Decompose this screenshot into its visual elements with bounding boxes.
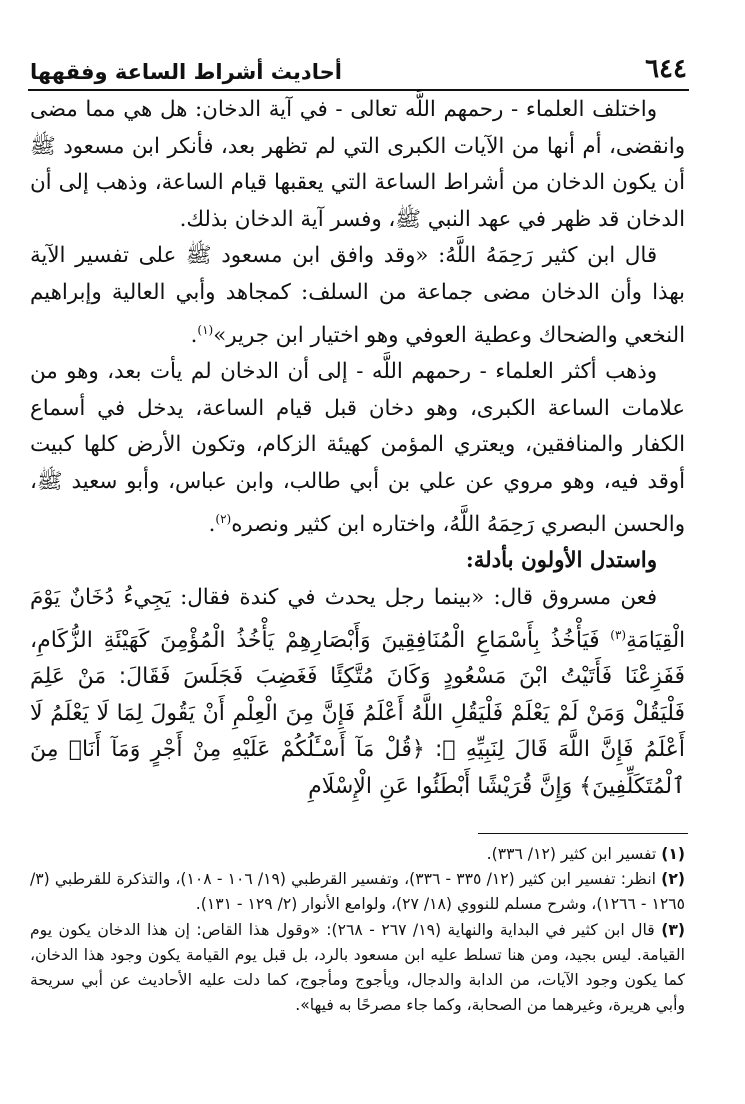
footnote-text: تفسير ابن كثير (١٢/ ٣٣٦). <box>486 845 657 863</box>
footnote-number: (١) <box>661 845 685 863</box>
footnote-3 <box>30 918 685 1019</box>
footnote-number: (٢) <box>661 870 685 889</box>
footnote-ref-1[interactable]: (١) <box>197 322 214 337</box>
paragraph-2 <box>30 238 685 354</box>
footnote-text: قال ابن كثير في البداية والنهاية (١٩/ ٢٦٧ - ٢٦٨): «وقول هذا القاص: إن هذا الدخان يكون يوم القيامة. ليس بجيد، ومن هنا تسلط عليه ابن مسعود بالرد، بل قبل يوم القيامة يكون وجود هذا الدخان، كما يكون وجود الآيات، من الدابة والدجال، ويأجوج ومأجوج، كما دلت عليه الأحاديث عن أبي سريحة وأبي هريرة، وغيرهما من الصحابة، وكما جاء مصرحًا به فيها». <box>30 920 685 1015</box>
footnote-rule <box>478 833 688 834</box>
page-number: ٦٤٤ <box>645 54 687 84</box>
footnote-text: انظر: تفسير ابن كثير (١٢/ ٣٣٥ - ٣٣٦)، وتفسير القرطبي (١٩/ ١٠٦ - ١٠٨)، والتذكرة للقرطبي (٣/ ١٢٦٥ - ١٢٦٦)، وشرح مسلم للنووي (١٨/ ٢٧)، ولوامع الأنوار (٢/ ١٢٩ - ١٣١). <box>30 870 685 914</box>
running-title: أحاديث أشراط الساعة وفقهها <box>30 60 342 84</box>
header-rule <box>28 89 689 91</box>
footnote-1 <box>30 842 685 867</box>
paragraph-1: واختلف العلماء - رحمهم اللَّه تعالى - في آية الدخان: هل هي مما مضى وانقضى، أم أنها من الآيات الكبرى التي لم تظهر بعد، فأنكر ابن مسعود ﷺ أن يكون الدخان من أشراط الساعة التي يعقبها قيام الساعة، وذهب إلى أن الدخان قد ظهر في عهد النبي ﷺ، وفسر آية الدخان بذلك. <box>30 97 685 232</box>
paragraph-2-end: . <box>190 322 198 348</box>
paragraph-4-lead: فعن مسروق قال: «بينما رجل يحدث في كندة فقال: يَجِيءُ دُخَانٌ يَوْمَ الْقِيَامَةِ <box>30 584 686 653</box>
paragraph-3 <box>30 354 685 543</box>
footnotes <box>30 842 685 1018</box>
footnote-ref-3[interactable]: (٣) <box>610 627 627 642</box>
paragraph-4 <box>30 580 685 806</box>
section-heading: واستدل الأولون بأدلة: <box>465 548 657 574</box>
paragraph-3-text: وذهب أكثر العلماء - رحمهم اللَّه - إلى أن الدخان لم يأت بعد، وهو من علامات الساعة الكبرى، وهو دخان قبل قيام الساعة، يدخل في أسماع الكفار والمنافقين، ويعتري المؤمن كهيئة الزكام، وتكون الأرض كلها كبيت أوقد فيه، وهو مروي عن علي بن أبي طالب، وابن عباس، وأبو سعيد ﷺ، والحسن البصري رَحِمَهُ اللَّهُ، واختاره ابن كثير ونصره <box>30 359 685 537</box>
footnote-ref-2[interactable]: (٢) <box>215 511 232 526</box>
hadith-text: فَيَأْخُذُ بِأَسْمَاعِ الْمُنَافِقِينَ وَأَبْصَارِهِمْ يَأْخُذُ الْمُؤْمِنَ كَهَيْئَةِ الزُّكَامِ، فَفَزِعْنَا فَأَتَيْتُ ابْنَ مَسْعُودٍ وَكَانَ مُتَّكِئًا فَغَضِبَ فَجَلَسَ فَقَالَ: مَنْ عَلِمَ فَلْيَقُلْ وَمَنْ لَمْ يَعْلَمْ فَلْيَقُلِ اللَّهُ أَعْلَمُ فَإِنَّ مِنَ الْعِلْمِ أَنْ يَقُولَ لِمَا لَا يَعْلَمُ لَا أَعْلَمُ فَإِنَّ اللَّهَ قَالَ لِنَبِيِّهِ ﷺ: ﴿قُلْ مَآ أَسْـَٔلُكُمْ عَلَيْهِ مِنْ أَجْرٍ وَمَآ أَنَا۠ مِنَ ٱلْمُتَكَلِّفِينَ﴾ وَإِنَّ قُرَيْشًا أَبْطَئُوا عَنِ الْإِسْلَامِ <box>30 627 685 799</box>
paragraph-2-text: قال ابن كثير رَحِمَهُ اللَّهُ: «وقد وافق ابن مسعود ﷺ على تفسير الآية بهذا وأن الدخان مضى جماعة من السلف: كمجاهد وأبي العالية وإبراهيم النخعي والضحاك وعطية العوفي وهو اختيار ابن جرير» <box>30 243 685 348</box>
page-header <box>30 48 687 84</box>
footnote-number: (٣) <box>661 920 685 939</box>
paragraph-3-end: . <box>208 511 216 537</box>
main-text <box>30 92 685 806</box>
footnote-2 <box>30 867 685 917</box>
